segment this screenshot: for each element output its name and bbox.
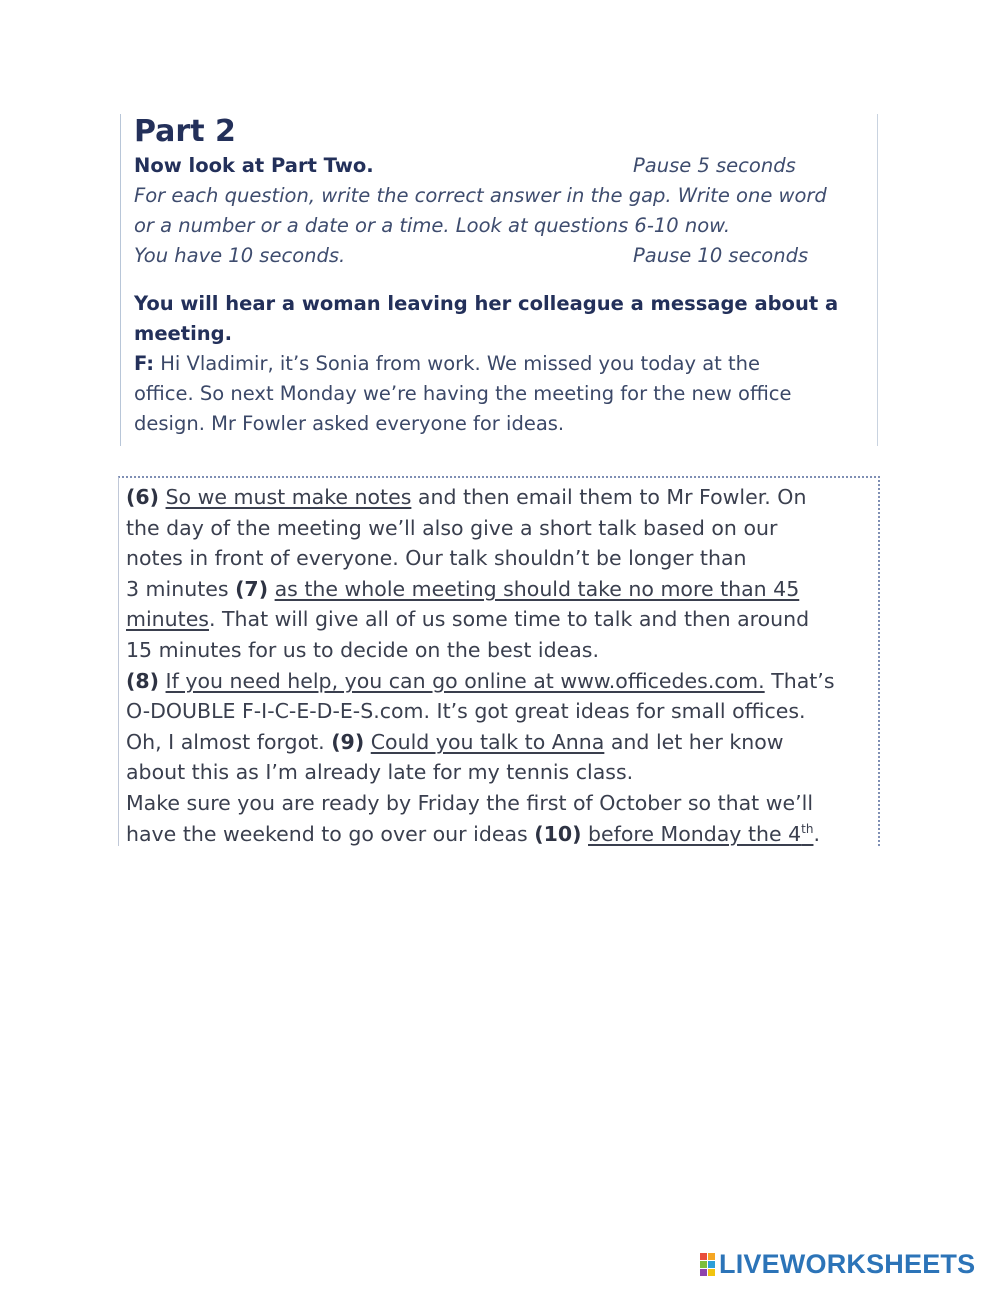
answer-8: If you need help, you can go online at www.officedes.com. [165, 668, 765, 693]
transcript-line-3: notes in front of everyone. Our talk shouldn’t be longer than [126, 546, 747, 571]
answer-7-continued: minutes [126, 607, 209, 632]
question-8-marker: (8) [126, 668, 160, 693]
transcript-text: . [813, 821, 820, 846]
transcript-text: and then email them to Mr Fowler. On [411, 485, 807, 509]
transcript-section [118, 476, 880, 846]
part2-title: Part 2 [134, 114, 236, 149]
message-text-1: Hi Vladimir, it’s Sonia from work. We missed you today at the [160, 352, 760, 375]
question-6-marker: (6) [126, 485, 160, 509]
transcript-line-2: the day of the meeting we’ll also give a short talk based on our [126, 515, 778, 540]
transcript-line-5 [126, 604, 809, 635]
task-heading-line-1: You will hear a woman leaving her colleague a message about a [134, 292, 839, 315]
task-heading-line-2: meeting. [134, 322, 233, 345]
transcript-text: have the weekend to go over our ideas [126, 821, 535, 846]
logo-blocks-icon [700, 1253, 715, 1276]
message-line-1 [134, 350, 760, 378]
instruction-you-have: You have 10 seconds. [134, 244, 346, 267]
pause-5-seconds: Pause 5 seconds [633, 154, 796, 177]
question-7-marker: (7) [235, 576, 269, 601]
logo-text: LIVEWORKSHEETS [719, 1249, 976, 1279]
transcript-text: Oh, I almost forgot. [126, 729, 332, 754]
message-line-3: design. Mr Fowler asked everyone for ideas. [134, 412, 565, 435]
transcript-text: and let her know [604, 729, 784, 754]
transcript-line-1 [126, 482, 806, 513]
transcript-line-12 [126, 819, 820, 850]
answer-10-text: before Monday the 4 [588, 821, 802, 846]
transcript-line-7 [126, 666, 835, 697]
transcript-text: That’s [764, 668, 835, 693]
transcript-line-11: Make sure you are ready by Friday the first of October so that we’ll [126, 791, 814, 815]
answer-6: So we must make notes [165, 485, 412, 509]
transcript-line-9 [126, 727, 784, 758]
question-10-marker: (10) [534, 821, 582, 846]
instruction-line-1: For each question, write the correct answer in the gap. Write one word [134, 184, 827, 207]
transcript-text: . That will give all of us some time to talk and then around [208, 607, 810, 632]
instruction-line-2: or a number or a date or a time. Look at questions 6-10 now. [134, 214, 731, 237]
ordinal-suffix: th [801, 821, 814, 836]
speaker-label: F: [134, 352, 155, 375]
message-line-2: office. So next Monday we’re having the meeting for the new office [134, 382, 792, 405]
transcript-line-6: 15 minutes for us to decide on the best ideas. [126, 638, 599, 662]
question-9-marker: (9) [331, 729, 365, 754]
transcript-line-8: O-DOUBLE F-I-C-E-D-E-S.com. It’s got great ideas for small offices. [126, 699, 806, 724]
transcript-line-4 [126, 574, 799, 605]
liveworksheets-logo [700, 1248, 975, 1280]
transcript-text: 3 minutes [126, 576, 236, 601]
instruction-now-look: Now look at Part Two. [134, 154, 374, 177]
answer-7: as the whole meeting should take no more than 45 [274, 576, 800, 601]
transcript-line-10: about this as I’m already late for my tennis class. [126, 760, 634, 785]
answer-9: Could you talk to Anna [370, 729, 605, 754]
part2-section [120, 114, 878, 446]
answer-10 [588, 822, 813, 846]
pause-10-seconds: Pause 10 seconds [633, 244, 809, 267]
